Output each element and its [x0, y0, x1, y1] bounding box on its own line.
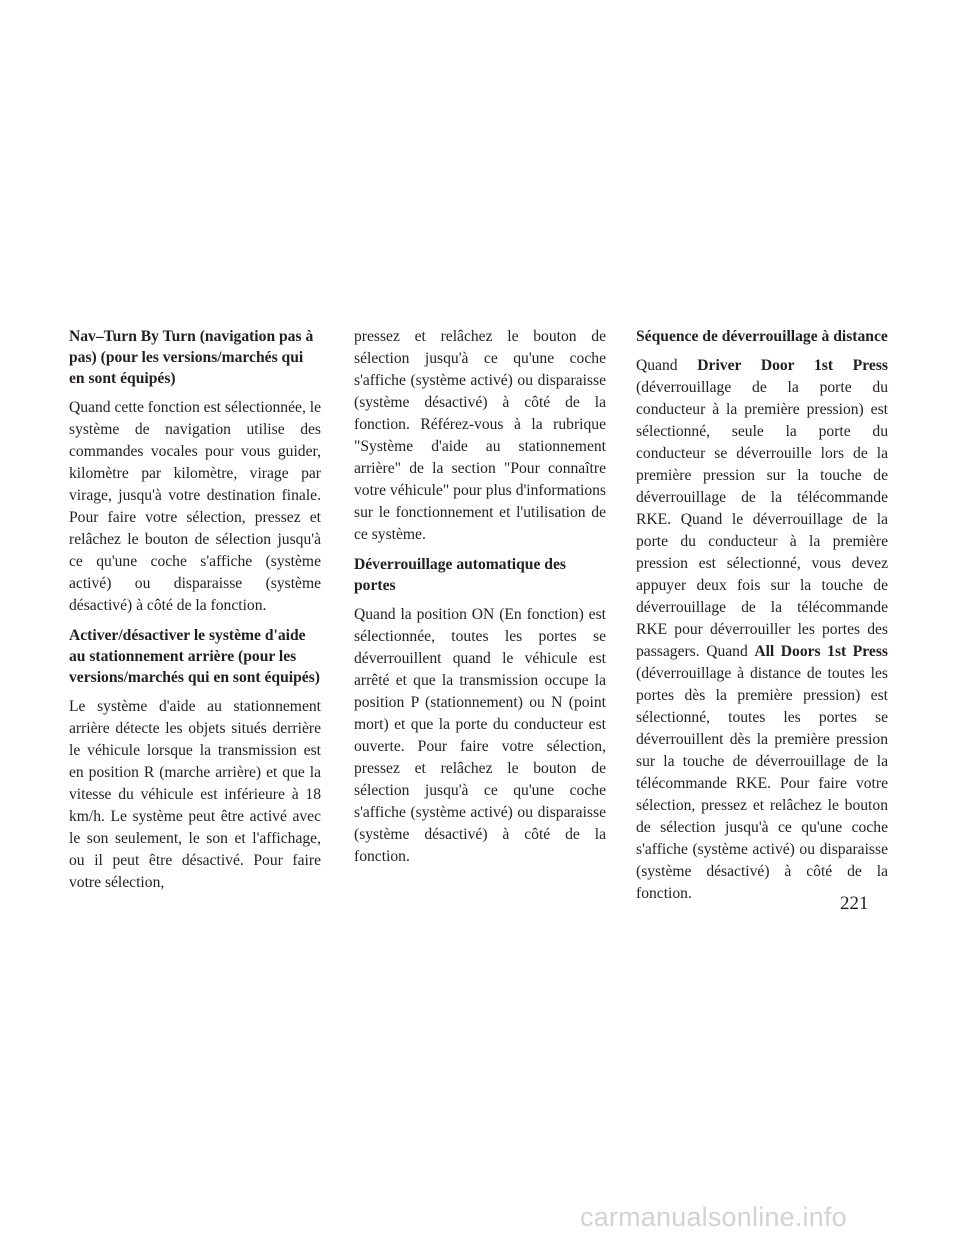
column-2	[354, 326, 606, 876]
text-run: (déverrouillage de la porte du conducteur à la première pression) est sélectionné, seule la porte du conducteur se déverrouille lors de la première pression sur la touche de déverrouillage de la télécommande RKE. Quand le déverrouillage de la porte du conducteur à la première pression est sélectionné, vous devez appuyer deux fois sur la touche de déverrouillage de la télécommande RKE pour déverrouiller les portes des passagers. Quand	[636, 379, 888, 660]
section-heading-auto-unlock-doors: Déverrouillage automatique des portes	[354, 556, 566, 594]
page-number: 221	[840, 893, 869, 914]
paragraph-rear-park-assist: Le système d'aide au stationnement arrière détecte les objets situés derrière le véhicule lorsque la transmission est en position R (marche arrière) et que la vitesse du véhicule est inférieure à 18 km/h. Le système peut être activé avec le son seulement, le son et l'affichage, ou il peut être désactivé. Pour faire votre sélection,	[69, 698, 321, 891]
section-heading-rear-park-assist: Activer/désactiver le système d'aide au stationnement arrière (pour les versions/marchés qui en sont équipés)	[69, 627, 320, 686]
text-run: Quand	[636, 357, 698, 374]
text-run: (déverrouillage à distance de toutes les portes dès la première pression) est sélectionné, toutes les portes se déverrouillent dès la première pression sur la touche de déverrouillage de la télécommande RKE. Pour faire votre sélection, pressez et relâchez le bouton de sélection jusqu'à ce qu'une coche s'affiche (système activé) ou disparaisse (système désactivé) à côté de la fonction.	[636, 665, 888, 902]
watermark: carmanualsonline.info	[580, 1202, 847, 1232]
column-3	[636, 326, 888, 913]
paragraph-rear-park-assist-continued: pressez et relâchez le bouton de sélection jusqu'à ce qu'une coche s'affiche (système activé) ou disparaisse (système désactivé) à côté de la fonction. Référez-vous à la rubrique "Système d'aide au stationnement arrière" de la section "Pour connaître votre véhicule" pour plus d'informations sur le fonctionnement et l'utilisation de ce système.	[354, 328, 606, 543]
paragraph-auto-unlock-doors: Quand la position ON (En fonction) est sélectionnée, toutes les portes se déverrouillent quand le véhicule est arrêté et que la transmission occupe la position P (stationnement) ou N (point mort) et que la porte du conducteur est ouverte. Pour faire votre sélection, pressez et relâchez le bouton de sélection jusqu'à ce qu'une coche s'affiche (système activé) ou disparaisse (système désactivé) à côté de la fonction.	[354, 606, 606, 865]
term-all-doors-1st-press: All Doors 1st Press	[754, 643, 888, 660]
term-driver-door-1st-press: Driver Door 1st Press	[697, 357, 888, 374]
paragraph-nav-turn-by-turn: Quand cette fonction est sélectionnée, le système de navigation utilise des commandes vocales pour vous guider, kilomètre par kilomètre, virage par virage, jusqu'à votre destination finale. Pour faire votre sélection, pressez et relâchez le bouton de sélection jusqu'à ce qu'une coche s'affiche (système activé) ou disparaisse (système désactivé) à côté de la fonction.	[69, 399, 321, 614]
paragraph-remote-unlock-sequence	[636, 355, 888, 905]
column-1	[69, 326, 321, 902]
section-heading-remote-unlock-sequence: Séquence de déverrouillage à distance	[636, 328, 888, 345]
section-heading-nav-turn-by-turn: Nav–Turn By Turn (navigation pas à pas) (pour les versions/marchés qui en sont équipés)	[69, 328, 314, 387]
